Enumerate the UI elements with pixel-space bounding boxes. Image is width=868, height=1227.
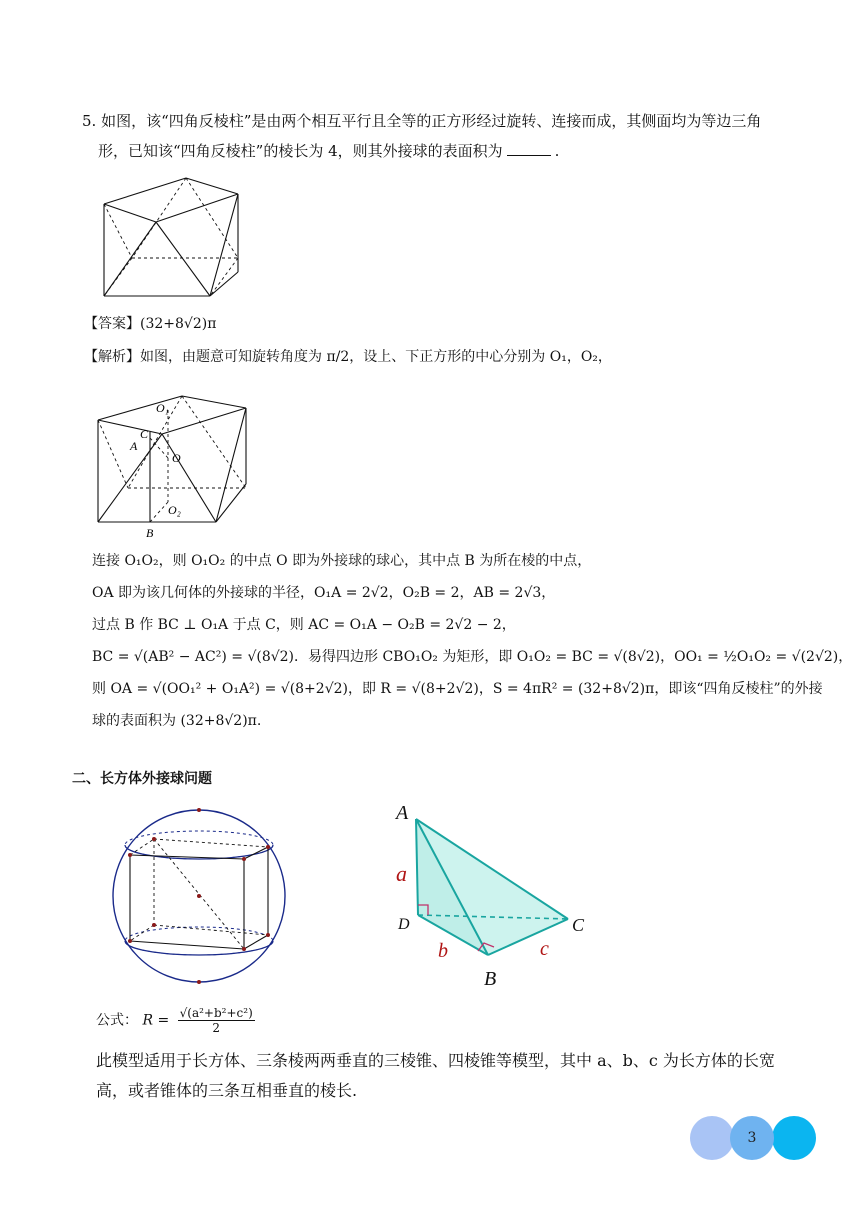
- explanation-block: [96, 1046, 816, 1106]
- answer-value: (32+8√2)π: [140, 316, 217, 332]
- formula-label: 公式：: [96, 1012, 138, 1029]
- analysis-label: 【解析】: [84, 349, 140, 365]
- label-b: B: [146, 526, 154, 540]
- label-vertex-a: A: [396, 802, 409, 824]
- question-block: [82, 106, 812, 166]
- antiprism-solution-figure: [92, 392, 257, 542]
- question-line-2: [82, 136, 812, 166]
- page-indicator: [690, 1116, 820, 1162]
- label-o: O: [172, 451, 181, 465]
- formula: [96, 1006, 255, 1035]
- question-line-2-end: .: [554, 142, 560, 160]
- antiprism-figure: [98, 172, 248, 302]
- page-circle-right: [772, 1116, 816, 1160]
- answer-blank: [507, 141, 551, 156]
- label-vertex-d: D: [398, 916, 410, 933]
- answer-line: [84, 313, 216, 333]
- answer-label: 【答案】: [84, 316, 140, 332]
- solution-line: 过点 B 作 BC ⊥ O₁A 于点 C，则 AC = O₁A − O₂B = 2√2 − 2，: [92, 617, 516, 633]
- page-number: 3: [747, 1130, 757, 1146]
- explanation-line: 此模型适用于长方体、三条棱两两垂直的三棱锥、四棱锥等模型，其中 a、b、c 为长方体的长宽: [96, 1051, 775, 1070]
- label-c: C: [140, 427, 149, 441]
- page-circle-left: [690, 1116, 734, 1160]
- formula-lhs: R =: [142, 1012, 170, 1029]
- formula-denominator: 2: [212, 1021, 221, 1035]
- solution-line: 连接 O₁O₂，则 O₁O₂ 的中点 O 即为外接球的球心，其中点 B 为所在棱的中点，: [92, 553, 592, 569]
- solution-line: 则 OA = √(OO₁² + O₁A²) = √(8+2√2)，即 R = √(8+2√2)，S = 4πR² = (32+8√2)π，即该“四角反棱柱”的外接: [92, 681, 823, 697]
- label-o1: O₁: [156, 401, 169, 415]
- tetrahedron-figure: [388, 795, 598, 995]
- formula-numerator: √(a²+b²+c²): [179, 1006, 253, 1020]
- section-title: 二、长方体外接球问题: [72, 771, 212, 787]
- question-line-2-text: 形，已知该“四角反棱柱”的棱长为 4，则其外接球的表面积为: [98, 142, 503, 160]
- analysis-line: [84, 346, 814, 368]
- label-vertex-c: C: [572, 915, 585, 935]
- solution-line: BC = √(AB² − AC²) = √(8√2)．易得四边形 CBO₁O₂ 为矩形，即 O₁O₂ = BC = √(8√2)，OO₁ = ½O₁O₂ = √(2√2)，: [92, 649, 853, 665]
- cuboid-sphere-figure: [108, 805, 290, 987]
- label-o2: O₂: [168, 503, 181, 517]
- label-a: A: [130, 439, 138, 453]
- solution-line: OA 即为该几何体的外接球的半径，O₁A = 2√2，O₂B = 2，AB = 2√3，: [92, 585, 556, 601]
- analysis-text: 如图，由题意可知旋转角度为 π/2，设上、下正方形的中心分别为 O₁，O₂，: [140, 349, 612, 365]
- label-edge-b: b: [438, 940, 448, 962]
- solution-block: [92, 545, 853, 737]
- solution-line: 球的表面积为 (32+8√2)π.: [92, 713, 262, 729]
- label-vertex-b: B: [484, 968, 497, 990]
- formula-fraction: [178, 1006, 255, 1035]
- explanation-line: 高，或者锥体的三条互相垂直的棱长.: [96, 1081, 358, 1100]
- label-edge-a: a: [396, 861, 407, 886]
- question-line-1: 5. 如图，该“四角反棱柱”是由两个相互平行且全等的正方形经过旋转、连接而成，其侧面均为等边三角: [82, 112, 762, 130]
- label-edge-c: c: [540, 938, 549, 960]
